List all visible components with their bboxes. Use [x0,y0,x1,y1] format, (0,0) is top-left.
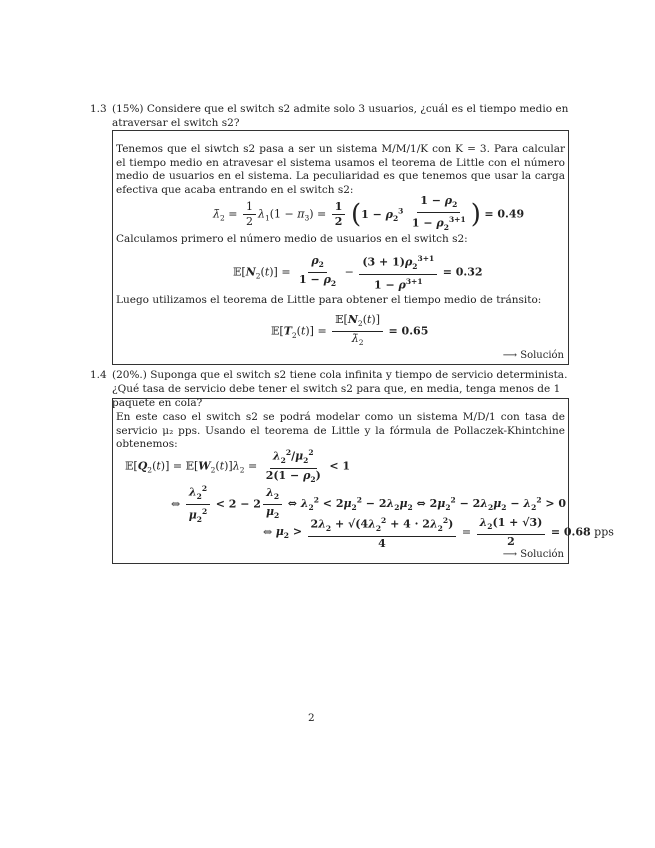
equation-transit-time: $𝔼[T_2(t)]$ = $\frac{𝔼[N_2(t)]}{\lambdā_2}$ = 0.65 [271,313,429,348]
solution-box-1-4 [112,398,614,564]
equation-mean-users: $𝔼[N_2(t)]$ = $\frac{\rho_2}{1 - \rho_2}$ − $\frac{(3 + 1)\rho_2^{3+1}}{1 - \rho^{3+1}}$ = 0.32 [233,253,483,292]
equation-result: = 0.68 [550,525,591,539]
equation-result: = 0.65 [388,324,429,338]
solution-label: ⟶ Solución [502,549,564,560]
paragraph: Luego utilizamos el teorema de Little para obtener el tiempo medio de tránsito: [116,294,542,306]
solution-box-1-3 [112,130,569,365]
paragraph: Tenemos que el siwtch s2 pasa a ser un sistema M/M/1/K con K = 3. Para calcular el tiempo medio en atravesar el sistema usamos el teorema de Little con el número medio de usuarios en el sistema. La peculiaridad es que tenemos que usar la carga efectiva que acaba entrando en el switch s2: [116,143,565,196]
question-text: (15%) Considere que el switch s2 admite solo 3 usuarios, ¿cuál es el tiempo medio en atraversar el switch s2? [112,103,569,129]
paragraph: En este caso el switch s2 se podrá modelar como un sistema M/D/1 con tasa de servicio μ₂ pps. Usando el teorema de Little y la fórmula de Pollaczek-Khintchine obtenemos: [116,411,565,450]
page-number: 2 [308,712,315,724]
question-1-3 [90,102,570,130]
paragraph: Calculamos primero el número medio de usuarios en el switch s2: [116,233,468,245]
equation-inequality: ⇔ $\frac{\lambda_2^2}{\mu_2^2}$ < 2 − 2 $\frac{\lambda_2}{\mu_2}$ ⇔ $\lambda_2^2 < 2\mu_2^2 - 2\lambda_2\mu_2$ ⇔ $2\mu_2^2 - 2\lambda_2\mu_2 - \lambda_2^2 > 0$ [171,484,567,524]
equation-result: = 0.49 [484,207,525,221]
equation-result: = 0.32 [442,265,483,279]
unit-label: pps [594,525,614,539]
question-number: 1.3 [90,103,107,115]
equation-queue-length: $𝔼[Q_2(t)]$ = $𝔼[W_2(t)]\lambda_2$ = $\frac{\lambda_2^2/\mu_2^2}{2(1 - \rho_2)}$ < 1 [125,448,351,485]
equation-service-rate: ⇔ $\mu_2$ > $\frac{2\lambda_2 + √(4\lambda_2^2 + 4 \cdot 2\lambda_2^2)}{4}$ = $\frac{\lambda_2(1 + √3)}{2}$ = 0.68 pps [263,515,614,550]
equation-effective-load: $\lambdā_2$ = $\frac{1}{2}$ $\lambda_1(1 - \pi_3)$ = $\frac{1}{2}$ ($1 - \rho_2^3$ $\frac{1 - \rho_2}{1 - \rho_2^{3+1}}$ ) = 0.49 [213,194,525,233]
solution-label: ⟶ Solución [502,350,564,361]
question-number: 1.4 [90,369,107,381]
question-text: (20%.) Suponga que el switch s2 tiene cola infinita y tiempo de servicio determinista. ¿Qué tasa de servicio debe tener el switch s2 para que, en media, tenga menos de 1 paquete en cola? [112,369,568,409]
